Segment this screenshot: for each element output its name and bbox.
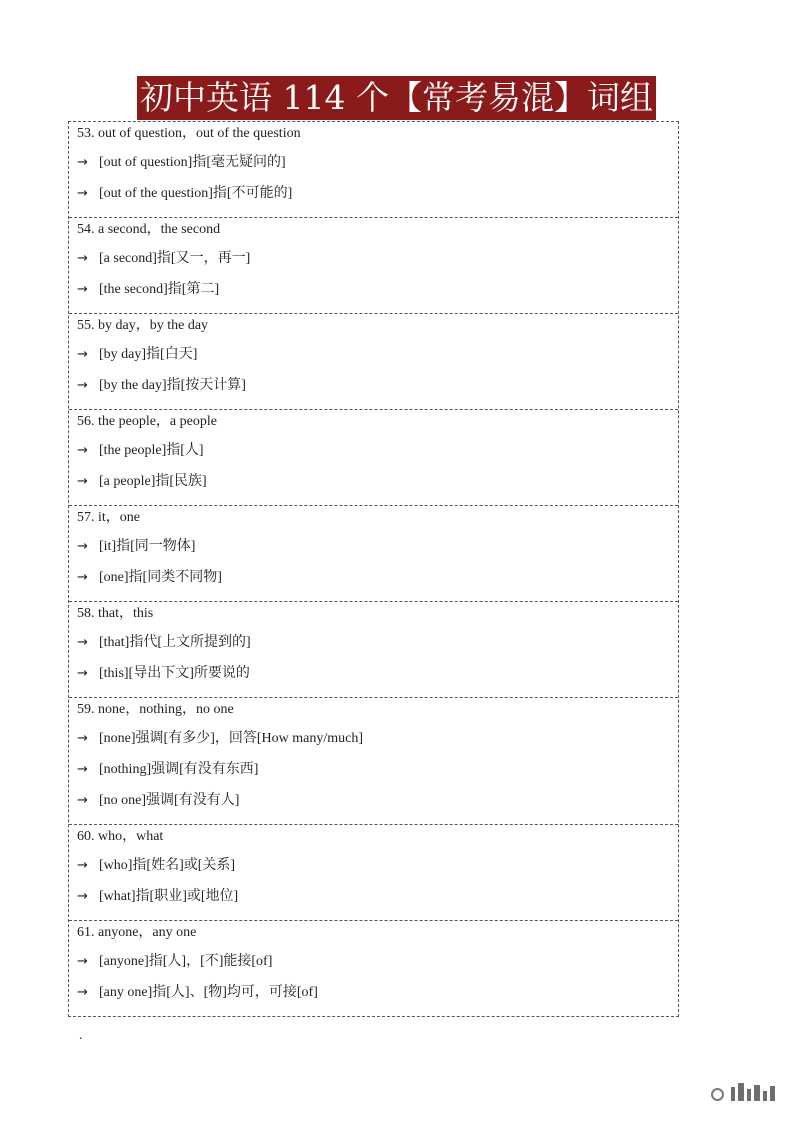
entry-explanation xyxy=(77,754,678,785)
explanation-text: [none]强调[有多少]，回答[How many/much] xyxy=(99,731,364,746)
entry-explanation xyxy=(77,370,678,401)
explanation-text: [this][导出下文]所要说的 xyxy=(99,666,250,681)
arrow-right-icon: → xyxy=(77,570,88,585)
entry-explanation xyxy=(77,339,678,370)
entry-explanation xyxy=(77,466,678,497)
explanation-text: [a second]指[又一，再一] xyxy=(99,251,251,266)
entry-explanation xyxy=(77,785,678,816)
entry-explanation xyxy=(77,946,678,977)
arrow-right-icon: → xyxy=(77,378,88,393)
arrow-right-icon: → xyxy=(77,858,88,873)
footer-dot: . xyxy=(79,1028,83,1043)
arrow-right-icon: → xyxy=(77,731,88,746)
entry-explanation xyxy=(77,881,678,912)
entry-heading: 59. none，nothing，no one xyxy=(77,702,234,717)
entry-explanation xyxy=(77,977,678,1008)
entry-heading: 53. out of question，out of the question xyxy=(77,126,301,141)
explanation-text: [a people]指[民族] xyxy=(99,474,207,489)
entry-explanation xyxy=(77,850,678,881)
arrow-right-icon: → xyxy=(77,347,88,362)
entry-heading: 56. the people，a people xyxy=(77,414,217,429)
entry-explanation xyxy=(77,147,678,178)
explanation-text: [out of the question]指[不可能的] xyxy=(99,186,293,201)
arrow-right-icon: → xyxy=(77,954,88,969)
arrow-right-icon: → xyxy=(77,762,88,777)
entry-heading: 61. anyone，any one xyxy=(77,925,197,940)
explanation-text: [the people]指[人] xyxy=(99,443,204,458)
entry-heading: 60. who，what xyxy=(77,829,164,844)
entry-explanation xyxy=(77,658,678,689)
phrase-entry xyxy=(69,697,678,824)
watermark-logo xyxy=(711,1083,775,1101)
entry-heading: 55. by day，by the day xyxy=(77,318,209,333)
arrow-right-icon: → xyxy=(77,539,88,554)
watermark-bar-icon xyxy=(738,1083,744,1101)
watermark-bar-icon xyxy=(754,1085,760,1101)
explanation-text: [no one]强调[有没有人] xyxy=(99,793,240,808)
explanation-text: [that]指代[上文所提到的] xyxy=(99,635,251,650)
arrow-right-icon: → xyxy=(77,443,88,458)
watermark-bar-icon xyxy=(770,1086,775,1101)
watermark-bar-icon xyxy=(747,1089,751,1101)
entry-explanation xyxy=(77,723,678,754)
arrow-right-icon: → xyxy=(77,793,88,808)
explanation-text: [the second]指[第二] xyxy=(99,282,220,297)
arrow-right-icon: → xyxy=(77,155,88,170)
arrow-right-icon: → xyxy=(77,889,88,904)
entry-explanation xyxy=(77,531,678,562)
entry-explanation xyxy=(77,274,678,305)
explanation-text: [anyone]指[人]，[不]能接[of] xyxy=(99,954,273,969)
page-title: 初中英语 114 个【常考易混】词组 xyxy=(137,76,656,120)
explanation-text: [by day]指[白天] xyxy=(99,347,198,362)
phrase-entry xyxy=(69,505,678,601)
phrase-entry xyxy=(69,409,678,505)
watermark-circle-icon xyxy=(711,1088,724,1101)
entry-explanation xyxy=(77,178,678,209)
entry-heading: 57. it，one xyxy=(77,510,140,525)
phrase-entry xyxy=(69,217,678,313)
arrow-right-icon: → xyxy=(77,251,88,266)
phrase-entry xyxy=(69,122,678,217)
arrow-right-icon: → xyxy=(77,474,88,489)
entry-heading: 54. a second，the second xyxy=(77,222,221,237)
arrow-right-icon: → xyxy=(77,282,88,297)
explanation-text: [who]指[姓名]或[关系] xyxy=(99,858,236,873)
entry-explanation xyxy=(77,627,678,658)
arrow-right-icon: → xyxy=(77,985,88,1000)
phrase-entry xyxy=(69,313,678,409)
explanation-text: [what]指[职业]或[地位] xyxy=(99,889,239,904)
phrase-table xyxy=(68,121,679,1017)
phrase-entry xyxy=(69,824,678,920)
watermark-bar-icon xyxy=(763,1091,767,1101)
explanation-text: [it]指[同一物体] xyxy=(99,539,196,554)
watermark-bar-icon xyxy=(731,1087,735,1101)
arrow-right-icon: → xyxy=(77,666,88,681)
explanation-text: [nothing]强调[有没有东西] xyxy=(99,762,259,777)
explanation-text: [by the day]指[按天计算] xyxy=(99,378,246,393)
entry-explanation xyxy=(77,435,678,466)
entry-explanation xyxy=(77,243,678,274)
entry-heading: 58. that，this xyxy=(77,606,154,621)
explanation-text: [one]指[同类不同物] xyxy=(99,570,222,585)
arrow-right-icon: → xyxy=(77,635,88,650)
phrase-entry xyxy=(69,920,678,1016)
phrase-entry xyxy=(69,601,678,697)
title-banner xyxy=(0,76,793,120)
explanation-text: [any one]指[人]、[物]均可，可接[of] xyxy=(99,985,318,1000)
entry-explanation xyxy=(77,562,678,593)
arrow-right-icon: → xyxy=(77,186,88,201)
explanation-text: [out of question]指[毫无疑问的] xyxy=(99,155,286,170)
